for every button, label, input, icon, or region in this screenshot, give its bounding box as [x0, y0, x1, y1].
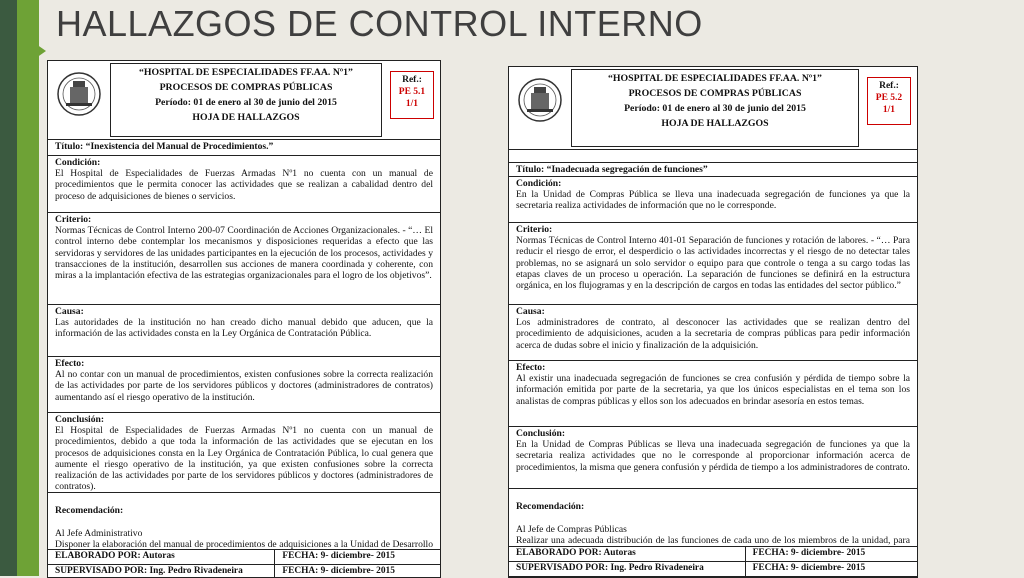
section-condition [509, 177, 917, 223]
section-text: Al Jefe de Compras Públicas Realizar una adecuada distribución de las funciones de cada uno de los miembros de la unidad, para [516, 523, 910, 546]
finding-sheet-1 [47, 60, 441, 578]
section-text: El Hospital de Especialidades de Fuerzas Armadas Nº1 no cuenta con un manual de procedimientos que le permita conocer las actividades que se realizan a cabalidad dentro del proceso de adquisiciones de bienes o servicios. [55, 168, 433, 202]
slide-accent-bar [17, 0, 39, 576]
footer-row-supervised [509, 562, 917, 577]
doc-type: HOJA DE HALLAZGOS [192, 112, 300, 123]
process-name: PROCESOS DE COMPRAS PÚBLICAS [159, 82, 333, 93]
hospital-logo-icon [54, 67, 104, 127]
section-recommendation [509, 489, 917, 547]
section-text: Al Jefe Administrativo Disponer la elaboración del manual de procedimientos de adquisiciones a la Unidad de Desarrollo [55, 527, 433, 550]
ref-page: 1/1 [882, 105, 896, 115]
section-criterion [48, 213, 440, 305]
section-text: El Hospital de Especialidades de Fuerzas Armadas Nº1 no cuenta con un manual de procedimientos, debido a que toda la información de las actividades que se ejecutan en los procesos de adquisiciones consta en la Ley Orgánica de Contratación Pública, lo cual genera que aumente el riesgo operativo de la institución, ya que existen confusiones sobre la correcta realización de las actividades por parte de los servidores públicos y doctores (administradores de contratos). [55, 425, 433, 493]
section-effect [48, 357, 440, 413]
supervised-by: SUPERVISADO POR: Ing. Pedro Rivadeneira [509, 562, 746, 576]
footer-row-prepared [48, 550, 440, 565]
section-text: En la Unidad de Compras Pública se lleva una inadecuada segregación de funciones ya que la secretaria realiza actividades de información que no le corresponde. [516, 189, 910, 212]
supervised-date: FECHA: 9- diciembre- 2015 [752, 563, 866, 573]
section-recommendation [48, 493, 440, 550]
footer-row-supervised [48, 565, 440, 578]
section-label: Criterio: [55, 214, 92, 225]
prepared-date: FECHA: 9- diciembre- 2015 [282, 551, 395, 561]
section-label: Conclusión: [516, 428, 566, 439]
ref-code: PE 5.2 [875, 93, 903, 103]
finding-sheet-2 [508, 66, 918, 578]
supervised-by: SUPERVISADO POR: Ing. Pedro Rivadeneira [48, 565, 275, 578]
section-label: Criterio: [516, 224, 553, 235]
section-text: Al existir una inadecuada segregación de funciones se crea confusión y pérdida de tiempo sobre la información emitida por parte de la secretaria, ya que los únicos especialistas en el tema son los analistas de compras públicas y ellos son los adecuados en brindar asesoría en estos temas. [516, 373, 910, 407]
hospital-name: “HOSPITAL DE ESPECIALIDADES FF.AA. Nº1” [608, 73, 822, 84]
hospital-logo-icon [515, 73, 565, 133]
prepared-by: ELABORADO POR: Autoras [509, 547, 746, 561]
section-label: Causa: [55, 306, 84, 317]
section-label: Recomendación: [55, 505, 124, 517]
ref-label: Ref.: [402, 75, 422, 85]
ref-page: 1/1 [405, 99, 419, 109]
sheet-header [48, 61, 440, 140]
section-text: Normas Técnicas de Control Interno 200-07 Coordinación de Acciones Organizacionales. - “… El control interno debe contemplar los mecanismos y disposiciones requeridas a efecto que las servidoras y servidores de las unidades participantes en la ejecución de los procesos, actividades y transacciones de la institución, desarrollen sus acciones de manera coordinada y coherente, con miras a la implantación efectiva de las estrategias organizacionales para el logro de los objetivos”. [55, 225, 433, 282]
section-effect [509, 361, 917, 427]
spacer [509, 150, 917, 162]
section-cause [48, 305, 440, 357]
finding-title: Título: “Inadecuada segregación de funciones” [509, 162, 917, 177]
reference-box [390, 71, 434, 119]
prepared-date: FECHA: 9- diciembre- 2015 [752, 548, 866, 558]
section-text: Al no contar con un manual de procedimientos, existen confusiones sobre la correcta realización de las actividades por parte de los servidores públicos y doctores (administradores de contratos) aumentando así el riesgo operativo de la institución. [55, 369, 433, 403]
section-conclusion [48, 413, 440, 493]
section-condition [48, 156, 440, 213]
header-title-box [110, 63, 382, 137]
section-label: Condición: [516, 178, 562, 189]
prepared-by: ELABORADO POR: Autoras [48, 550, 275, 564]
finding-title: Título: “Inexistencia del Manual de Procedimientos.” [48, 140, 440, 156]
section-label: Condición: [55, 157, 101, 168]
footer-row-prepared [509, 547, 917, 562]
slide-left-band [0, 0, 17, 576]
section-label: Recomendación: [516, 501, 585, 513]
slide-title: HALLAZGOS DE CONTROL INTERNO [56, 3, 703, 44]
header-title-box [571, 69, 859, 147]
ref-code: PE 5.1 [398, 87, 426, 97]
section-label: Efecto: [55, 358, 85, 369]
section-label: Causa: [516, 306, 545, 317]
section-text: En la Unidad de Compras Públicas se lleva una inadecuada segregación de funciones ya que la secretaria realiza actividades que no le corresponde al proporcionar información acerca de procedimientos, la misma que genera confusión y pérdida de tiempo a los administradores de contrato. [516, 439, 910, 473]
reference-box [867, 77, 911, 125]
section-label: Efecto: [516, 362, 546, 373]
section-criterion [509, 223, 917, 305]
period: Período: 01 de enero al 30 de junio del 2015 [155, 97, 337, 108]
accent-arrow [36, 44, 46, 58]
doc-type: HOJA DE HALLAZGOS [661, 118, 769, 129]
section-conclusion [509, 427, 917, 489]
section-text: Las autoridades de la institución no han creado dicho manual debido que aducen, que la información de las actividades consta en la Ley Orgánica de Contratación Pública. [55, 317, 433, 340]
process-name: PROCESOS DE COMPRAS PÚBLICAS [628, 88, 802, 99]
ref-label: Ref.: [879, 81, 899, 91]
sheet-header [509, 67, 917, 150]
hospital-name: “HOSPITAL DE ESPECIALIDADES FF.AA. Nº1” [139, 67, 353, 78]
section-text: Los administradores de contrato, al desconocer las actividades que se realizan dentro del procedimiento de adquisiciones, acuden a la secretaria de compras públicas para pedir información acerca de dudas sobre el inicio y finalización de la adquisición. [516, 317, 910, 351]
section-label: Conclusión: [55, 414, 105, 425]
supervised-date: FECHA: 9- diciembre- 2015 [282, 566, 395, 576]
section-cause [509, 305, 917, 361]
period: Período: 01 de enero al 30 de junio del 2015 [624, 103, 806, 114]
section-text: Normas Técnicas de Control Interno 401-01 Separación de funciones y rotación de labores. - “… Para reducir el riesgo de error, el desperdicio o las actividades incorrectas y el riesgo de no detectar tales problemas, no se asignará un solo servidor o equipo para que controle o tenga a su cargo todas las etapas claves de un proceso u operación. La separación de funciones se definirá en la estructura orgánica, en los flujogramas y en la descripción de cargos en todas las entidades del sector público.” [516, 235, 910, 292]
